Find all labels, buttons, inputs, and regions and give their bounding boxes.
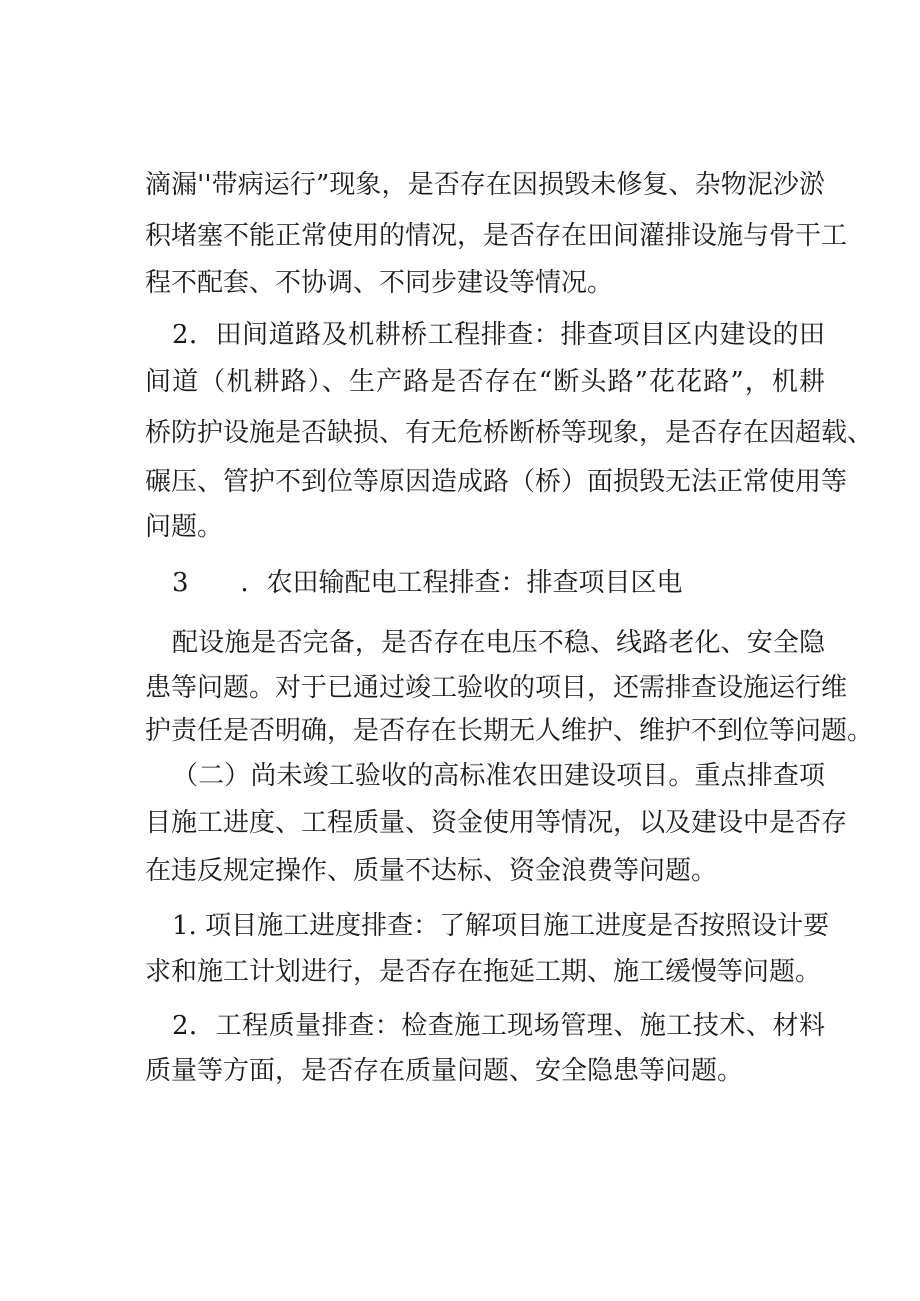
text-line: 2．田间道路及机耕桥工程排查：排查项目区内建设的田 bbox=[172, 320, 825, 350]
text-line: （二）尚未竣工验收的高标准农田建设项目。重点排查项 bbox=[172, 761, 825, 791]
text-line: 患等问题。对于已通过竣工验收的项目，还需排查设施运行维 bbox=[145, 673, 848, 703]
text-line: 质量等方面，是否存在质量问题、安全隐患等问题。 bbox=[145, 1056, 744, 1086]
text-line: 间道（机耕路）、生产路是否存在“断头路”花花路”，机耕 bbox=[145, 367, 825, 397]
text-line: 2．工程质量排查：检查施工现场管理、施工技术、材料 bbox=[172, 1011, 825, 1041]
text-line: 程不配套、不协调、不同步建设等情况。 bbox=[145, 268, 614, 298]
text-line: 积堵塞不能正常使用的情况，是否存在田间灌排设施与骨干工 bbox=[145, 221, 848, 251]
text-line: 配设施是否完备，是否存在电压不稳、线路老化、安全隐 bbox=[172, 628, 825, 658]
text-line: 碾压、管护不到位等原因造成路（桥）面损毁无法正常使用等 bbox=[145, 467, 848, 497]
text-line: 桥防护设施是否缺损、有无危桥断桥等现象，是否存在因超载、 bbox=[145, 418, 874, 448]
text-line: 3 ．农田输配电工程排查：排查项目区电 bbox=[172, 568, 683, 598]
text-line: 1. 项目施工进度排查：了解项目施工进度是否按照设计要 bbox=[172, 911, 830, 941]
text-line: 护责任是否明确，是否存在长期无人维护、维护不到位等问题。 bbox=[145, 716, 874, 746]
text-line: 问题。 bbox=[145, 512, 224, 542]
text-line: 在违反规定操作、质量不达标、资金浪费等问题。 bbox=[145, 856, 718, 886]
text-line: 滴漏''带病运行”现象，是否存在因损毁未修复、杂物泥沙淤 bbox=[145, 170, 825, 200]
text-line: 求和施工计划进行，是否存在拖延工期、施工缓慢等问题。 bbox=[145, 957, 822, 987]
text-line: 目施工进度、工程质量、资金使用等情况，以及建设中是否存 bbox=[145, 808, 848, 838]
